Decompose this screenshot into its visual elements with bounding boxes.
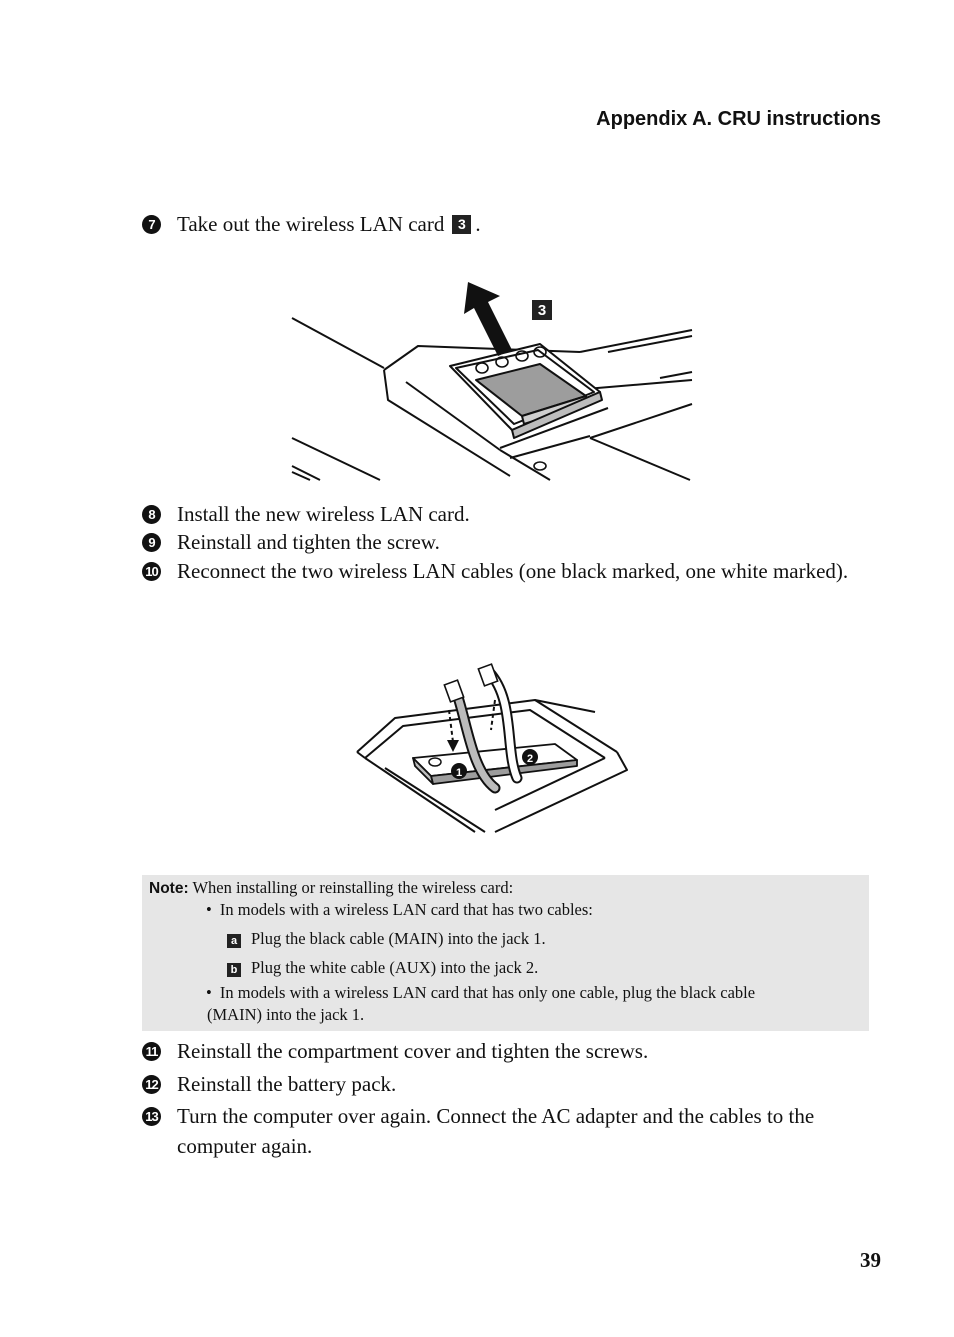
- step-number: 13: [142, 1107, 161, 1126]
- figure-callout-3: 3: [537, 302, 547, 319]
- step-12: [142, 1069, 887, 1099]
- note-bullet-text: In models with a wireless LAN card that has two cables:: [219, 900, 593, 919]
- step-10: [142, 556, 887, 586]
- step-number: 12: [142, 1075, 161, 1094]
- note-intro-line: [149, 878, 513, 899]
- step-number: 7: [142, 215, 161, 234]
- sub-badge-a: a: [227, 934, 241, 948]
- note-bullet-text: In models with a wireless LAN card that has only one cable, plug the black cable: [219, 983, 756, 1002]
- note-bullet-2-cont: (MAIN) into the jack 1.: [207, 1005, 365, 1024]
- note-sub-a: [227, 929, 546, 949]
- bullet-icon: •: [206, 900, 212, 919]
- step-text: Reinstall and tighten the screw.: [177, 530, 440, 554]
- bullet-icon: •: [206, 983, 212, 1002]
- figure-callout-2: 2: [526, 753, 534, 765]
- running-header: Appendix A. CRU instructions: [596, 108, 881, 130]
- note-sub-text: Plug the black cable (MAIN) into the jack 1.: [251, 929, 546, 948]
- page-number: 39: [860, 1248, 881, 1272]
- step-text: Reinstall the battery pack.: [177, 1072, 397, 1096]
- note-intro: When installing or reinstalling the wireless card:: [192, 878, 514, 897]
- step-13: [142, 1101, 887, 1161]
- step-7: [142, 209, 887, 239]
- step-number: 11: [142, 1042, 161, 1061]
- step-number: 8: [142, 505, 161, 524]
- note-label: Note:: [149, 880, 189, 897]
- note-bullet-1: [206, 900, 593, 920]
- step-text: Turn the computer over again. Connect the AC adapter and the cables to the computer again.: [177, 1104, 815, 1158]
- step-text: Reconnect the two wireless LAN cables (one black marked, one white marked).: [177, 559, 849, 583]
- callout-badge: 3: [452, 215, 471, 234]
- figure-callout-1: 1: [455, 767, 463, 779]
- step-8: [142, 499, 887, 529]
- step-11: [142, 1036, 887, 1066]
- step-number: 9: [142, 533, 161, 552]
- step-number: 10: [142, 562, 161, 581]
- note-sub-text: Plug the white cable (AUX) into the jack 2.: [251, 958, 539, 977]
- step-text: Take out the wireless LAN card: [177, 212, 445, 236]
- step-text: Reinstall the compartment cover and tighten the screws.: [177, 1039, 649, 1063]
- note-sub-b: [227, 958, 538, 978]
- step-text: Install the new wireless LAN card.: [177, 502, 470, 526]
- sub-badge-b: b: [227, 963, 241, 977]
- reconnect-cables-illustration: [355, 660, 631, 840]
- note-box: [142, 875, 869, 1031]
- step-suffix: .: [475, 212, 481, 236]
- remove-card-illustration: [290, 280, 694, 482]
- note-bullet-2: [206, 983, 755, 1003]
- step-9: [142, 527, 887, 557]
